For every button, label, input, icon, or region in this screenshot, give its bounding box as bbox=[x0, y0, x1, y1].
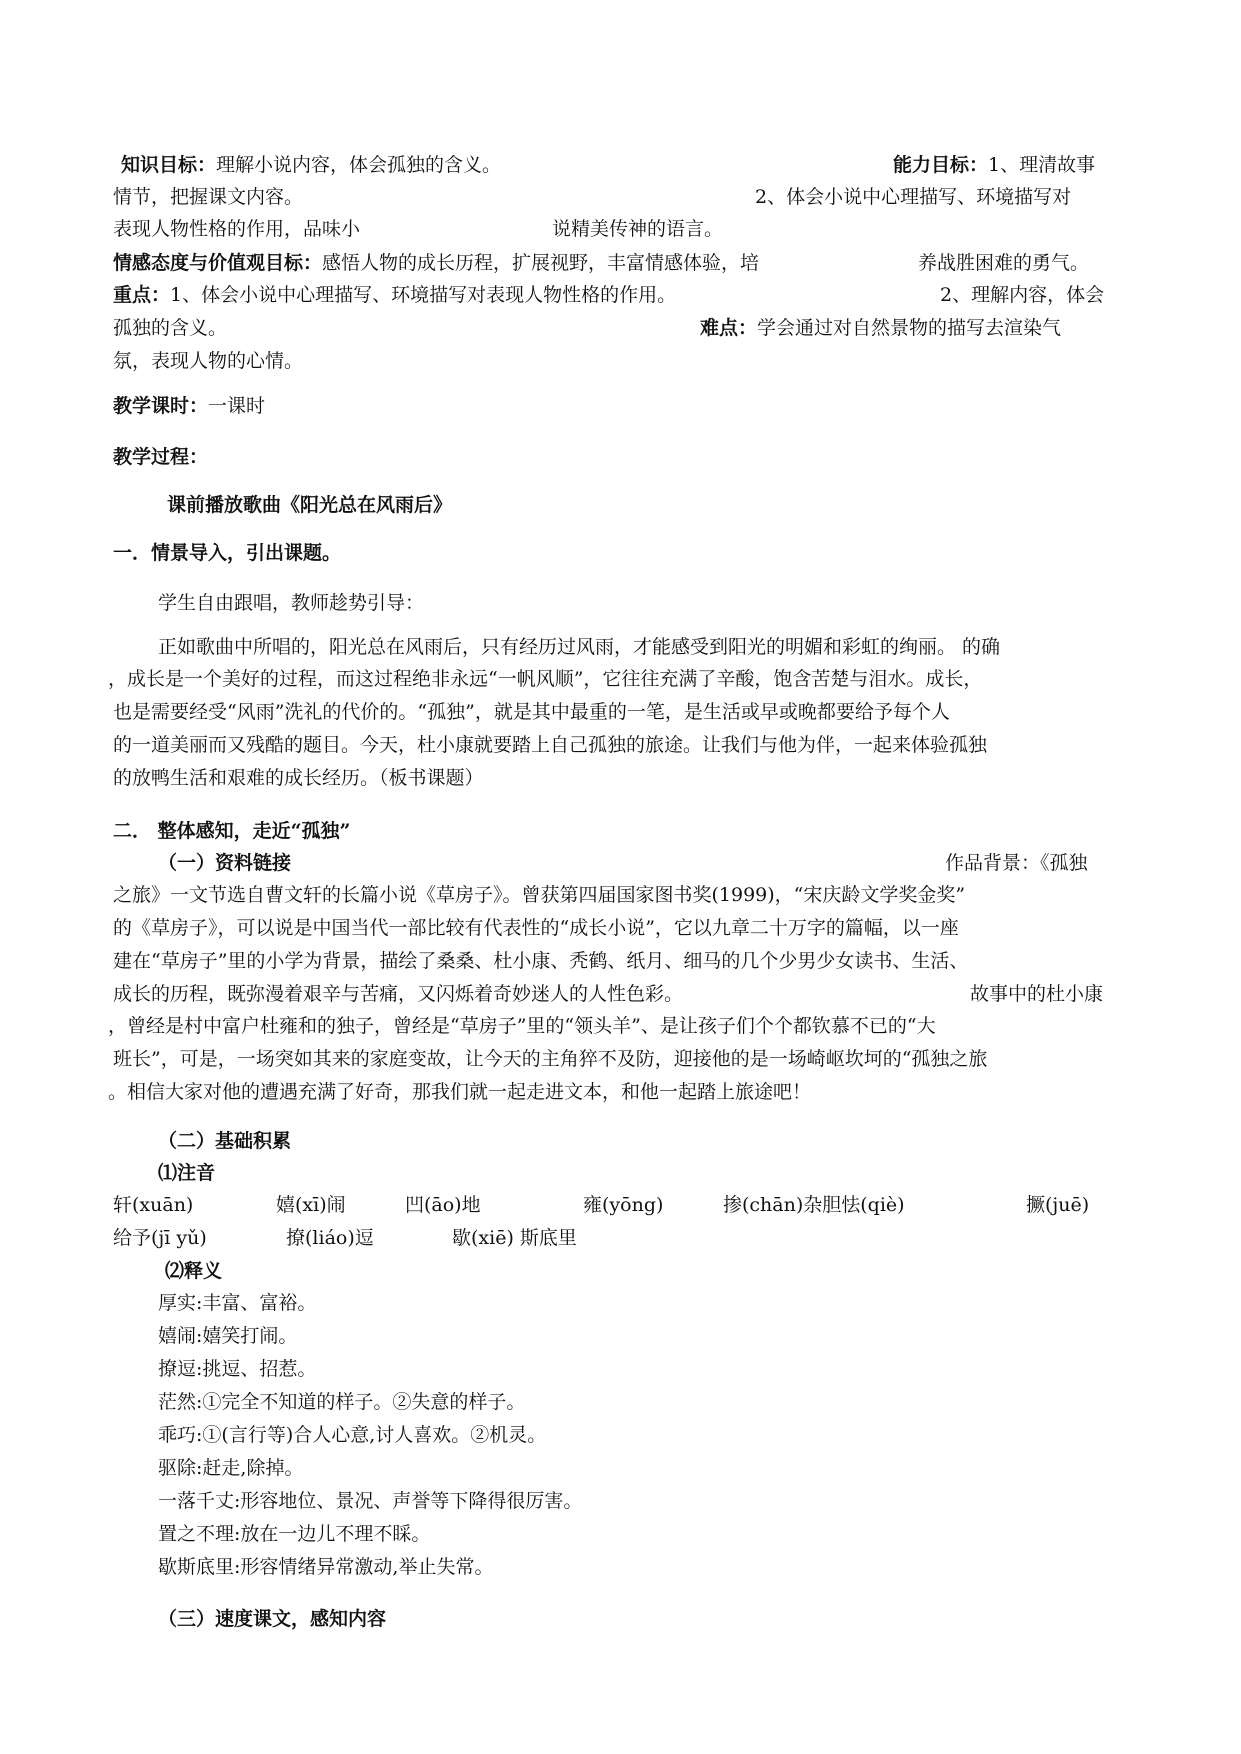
background-line-4a: 成长的历程，既弥漫着艰辛与苦痛，又闪烁着奇妙迷人的人性色彩。 bbox=[113, 983, 684, 1005]
meaning-item: 嬉闹:嬉笑打闹。 bbox=[158, 1325, 298, 1347]
background-line-2: 的《草房子》，可以说是中国当代一部比较有代表性的“成长小说”，它以九章二十万字的篇幅，以一座 bbox=[113, 917, 959, 939]
objective-line-2a: 情节，把握课文内容。 bbox=[113, 186, 304, 208]
pinyin-item: 撅(juē) bbox=[1026, 1194, 1090, 1216]
pinyin-item: 掺(chān)杂胆怯(qiè) bbox=[723, 1194, 905, 1216]
pinyin-item: 轩(xuān) bbox=[113, 1194, 194, 1216]
background-line-5: ，曾经是村中富户杜雍和的独子，曾经是“草房子”里的“领头羊”、是让孩子们个个都钦慕不已的“大 bbox=[108, 1015, 936, 1037]
subsection-basic-accumulation: （二）基础积累 bbox=[158, 1130, 292, 1152]
objective-line-3a: 表现人物性格的作用，品味小 bbox=[113, 218, 361, 240]
section-1-para-1: 学生自由跟唱，教师趁势引导： bbox=[158, 592, 425, 614]
pinyin-item: 撩(liáo)逗 bbox=[286, 1227, 374, 1249]
meaning-item: 一落千丈:形容地位、景况、声誉等下降得很厉害。 bbox=[158, 1490, 583, 1512]
background-line-4b: 故事中的杜小康 bbox=[970, 983, 1104, 1005]
key-point: 重点：1、体会小说中心理描写、环境描写对表现人物性格的作用。 bbox=[113, 284, 677, 306]
pinyin-item: 凹(āo)地 bbox=[405, 1194, 481, 1216]
objective-line-2b: 2、体会小说中心理描写、环境描写对 bbox=[755, 186, 1072, 208]
meaning-item: 厚实:丰富、富裕。 bbox=[158, 1292, 317, 1314]
ability-objective: 能力目标：1、理清故事 bbox=[893, 154, 1096, 176]
background-line-6: 班长”，可是，一场突如其来的家庭变故，让今天的主角猝不及防，迎接他的是一场崎岖坎坷的“孤独之旅 bbox=[113, 1048, 988, 1070]
meaning-item: 乖巧:①(言行等)合人心意,讨人喜欢。②机灵。 bbox=[158, 1424, 547, 1446]
subsection-reading: （三）速度课文，感知内容 bbox=[158, 1608, 387, 1630]
section-1-para-2-line-3: 也是需要经受“风雨”洗礼的代价的。“孤独”，就是其中最重的一笔，是生活或早或晚都要给予每个人 bbox=[113, 701, 950, 723]
pre-class-song: 课前播放歌曲《阳光总在风雨后》 bbox=[167, 494, 453, 516]
pinyin-item: 歇(xiē) 斯底里 bbox=[452, 1227, 577, 1249]
emotion-objective-end: 养战胜困难的勇气。 bbox=[918, 252, 1090, 274]
subsection-material-link: （一）资料链接 bbox=[158, 852, 292, 874]
pinyin-heading: ⑴注音 bbox=[158, 1162, 216, 1184]
difficulty-point-end: 氛，表现人物的心情。 bbox=[113, 350, 304, 372]
key-point-2: 2、理解内容，体会 bbox=[940, 284, 1105, 306]
difficulty-point: 难点：学会通过对自然景物的描写去渲染气 bbox=[700, 317, 1062, 339]
pinyin-item: 嬉(xī)闹 bbox=[276, 1194, 346, 1216]
background-line-3: 建在“草房子”里的小学为背景，描绘了桑桑、杜小康、秃鹤、纸月、细马的几个少男少女读书、生活、 bbox=[113, 950, 969, 972]
meaning-heading: ⑵释义 bbox=[165, 1260, 223, 1282]
meaning-item: 撩逗:挑逗、招惹。 bbox=[158, 1358, 317, 1380]
meaning-item: 置之不理:放在一边儿不理不睬。 bbox=[158, 1523, 431, 1545]
teaching-hours: 教学课时：一课时 bbox=[113, 395, 266, 417]
background-line-7: 。相信大家对他的遭遇充满了好奇，那我们就一起走进文本，和他一起踏上旅途吧！ bbox=[108, 1081, 812, 1103]
emotion-objective: 情感态度与价值观目标：感悟人物的成长历程，扩展视野，丰富情感体验，培 bbox=[113, 252, 760, 274]
section-1-para-2-line-2: ，成长是一个美好的过程，而这过程绝非永远“一帆风顺”，它往往充满了辛酸，饱含苦楚与泪水。成长， bbox=[108, 668, 983, 690]
section-2-heading: 二． 整体感知，走近“孤独” bbox=[113, 820, 351, 842]
meaning-item: 茫然:①完全不知道的样子。②失意的样子。 bbox=[158, 1391, 526, 1413]
pinyin-item: 雍(yōng) bbox=[583, 1194, 664, 1216]
section-1-heading: 一．情景导入，引出课题。 bbox=[113, 542, 342, 564]
meaning-item: 歇斯底里:形容情绪异常激动,举止失常。 bbox=[158, 1556, 494, 1578]
work-background-label: 作品背景：《孤独 bbox=[945, 852, 1088, 874]
objective-line-3b: 说精美传神的语言。 bbox=[552, 218, 724, 240]
section-1-para-2-line-5: 的放鸭生活和艰难的成长经历。（板书课题） bbox=[113, 767, 484, 789]
key-point-line-2: 孤独的含义。 bbox=[113, 317, 228, 339]
knowledge-objective: 知识目标：理解小说内容，体会孤独的含义。 bbox=[121, 154, 502, 176]
pinyin-item: 给予(jī yǔ) bbox=[113, 1227, 207, 1249]
background-line-1: 之旅》一文节选自曹文轩的长篇小说《草房子》。曾获第四届国家图书奖(1999)，“宋庆龄文学奖金奖” bbox=[113, 884, 966, 906]
section-1-para-2-line-1: 正如歌曲中所唱的，阳光总在风雨后，只有经历过风雨，才能感受到阳光的明媚和彩虹的绚丽。 的确 bbox=[158, 636, 1001, 658]
teaching-process-heading: 教学过程： bbox=[113, 446, 209, 468]
meaning-item: 驱除:赶走,除掉。 bbox=[158, 1457, 304, 1479]
section-1-para-2-line-4: 的一道美丽而又残酷的题目。今天，杜小康就要踏上自己孤独的旅途。让我们与他为伴，一起来体验孤独 bbox=[113, 734, 988, 756]
